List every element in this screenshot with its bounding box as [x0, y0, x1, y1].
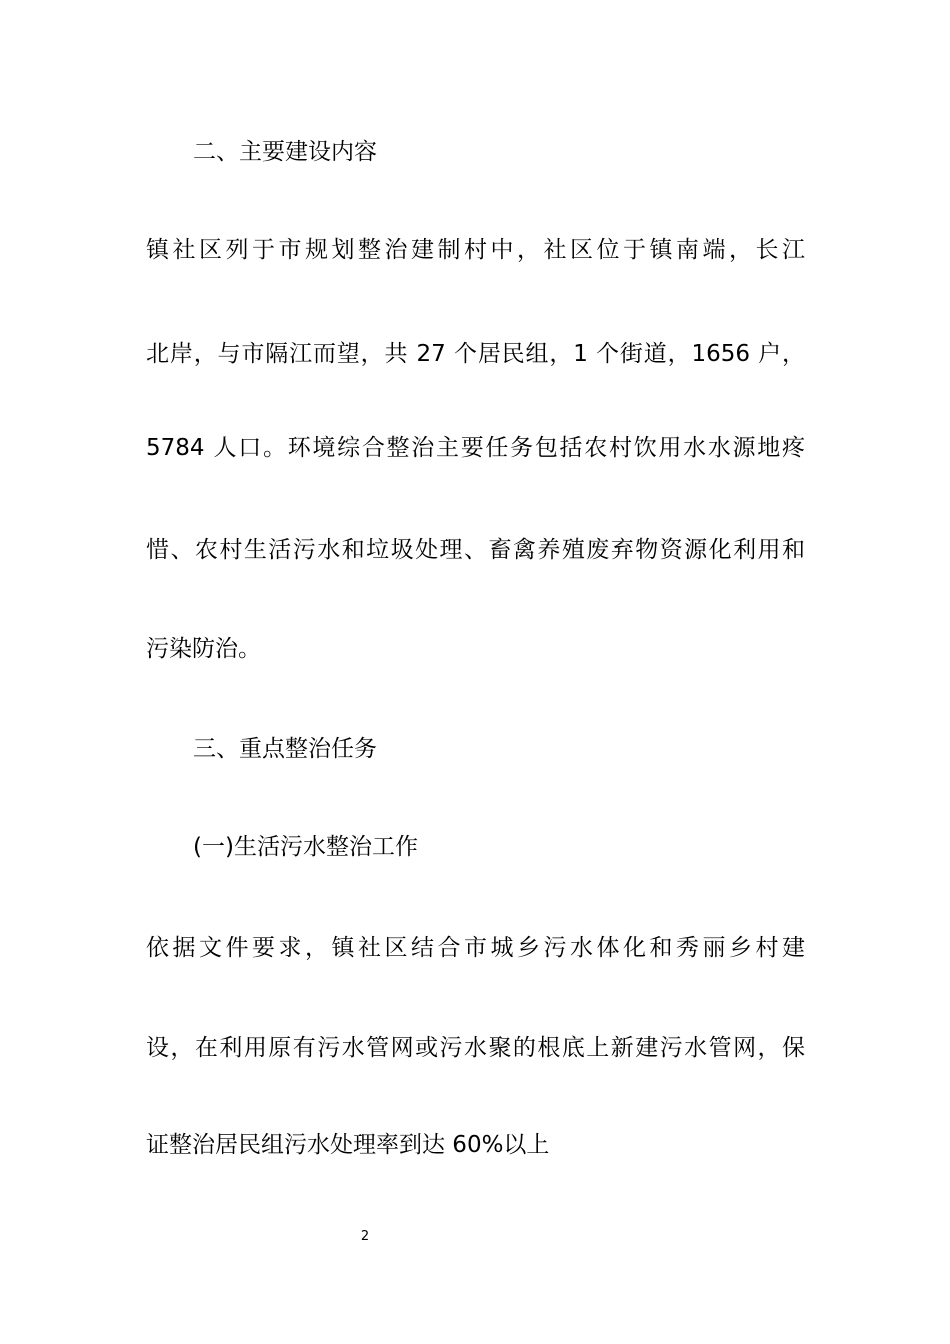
paragraph-line: 5784 人口。环境综合整治主要任务包括农村饮用水水源地疼 [146, 435, 805, 461]
section-heading: 二、主要建设内容 [193, 139, 377, 165]
page-number: 2 [360, 1229, 370, 1244]
subsection-heading: (一)生活污水整治工作 [193, 834, 418, 860]
paragraph-line: 证整治居民组污水处理率到达 60%以上 [146, 1132, 550, 1158]
paragraph-line: 惜、农村生活污水和垃圾处理、畜禽养殖废弃物资源化利用和 [146, 537, 805, 563]
paragraph-line: 北岸，与市隔江而望，共 27 个居民组，1 个街道，1656 户， [146, 341, 805, 367]
paragraph-line: 设，在利用原有污水管网或污水聚的根底上新建污水管网，保 [146, 1035, 805, 1061]
section-heading: 三、重点整治任务 [193, 736, 377, 762]
paragraph-line: 镇社区列于市规划整治建制村中，社区位于镇南端，长江 [146, 237, 805, 263]
paragraph-line: 依据文件要求，镇社区结合市城乡污水体化和秀丽乡村建 [146, 935, 805, 961]
paragraph-line: 污染防治。 [146, 636, 261, 662]
